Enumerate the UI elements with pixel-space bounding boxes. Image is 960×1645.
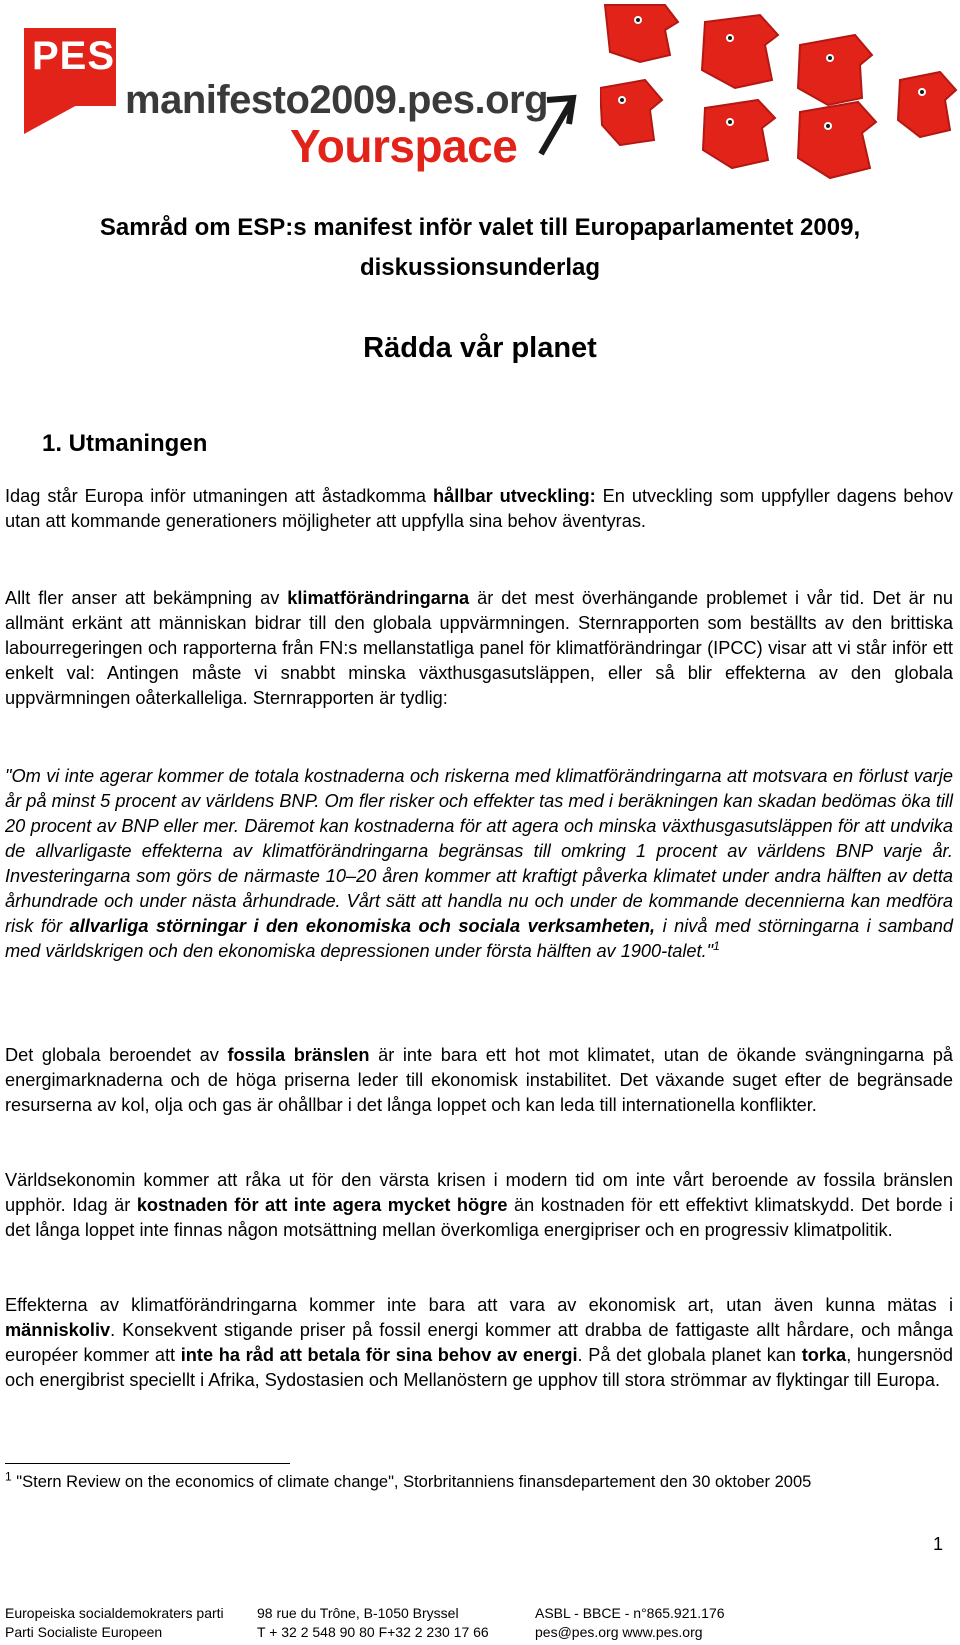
paragraph-4 [5,1043,953,1118]
document-title-line1: Samråd om ESP:s manifest inför valet till Europaparlamentet 2009, [99,214,861,241]
bold-run: hållbar utveckling: [433,486,596,506]
text-run: Idag står Europa inför utmaningen att åstadkomma [5,486,434,506]
bold-run: klimatförändringarna [287,588,470,608]
pes-logo-tail [24,104,79,134]
text-run: Effekterna av klimatförändringarna kommer inte bara att vara av ekonomisk art, utan även kunna mätas i [5,1295,953,1315]
text-run: . Konsekvent stigande priser på fossil energi kommer att drabba de fattigaste allt hårdare, och många européer kommer att [5,1320,953,1365]
footer-phone-line: T + 32 2 548 90 80 F+32 2 230 17 66 [257,1624,489,1640]
footnote [5,1469,812,1492]
text-run: "Om vi inte agerar kommer de totala kostnaderna och riskerna med klimatförändringarna att motsvara en förlust varje år på minst 5 procent av världens BNP. Om fler risker och effekter tas med i beräkningen kan skadan bedömas öka till 20 procent av BNP eller mer. Däremot kan kostnaderna för att agera och minska växthusgasutsläppen för att undvika de allvarligaste effekterna av klimatförändringarna begränsas till omkring 1 procent av världens BNP varje år. Investeringarna som görs de närmaste 10–20 åren kommer att kraftigt påverka klimatet under andra hälften av detta århundrade och under nästa århundrade. Vårt sätt att handla nu och under de kommande decennierna kan medföra risk för [5,766,953,936]
footer-party-line1: Europeiska socialdemokraters parti [5,1605,224,1621]
paragraph-5 [5,1168,953,1243]
bold-run: allvarliga störningar i den ekonomiska och sociala verksamheten, [69,916,656,936]
text-run: Det globala beroendet av [5,1045,228,1065]
pes-logo-text: PES [32,34,116,78]
bold-run: kostnaden för att inte agera mycket högre [136,1195,508,1215]
text-run: , hungersnöd och energibrist speciellt i Afrika, Sydostasien och Mellanöstern ge upphov till stora strömmar av flyktingar till Europa. [5,1345,953,1390]
footnote-text: "Stern Review on the economics of climate change", Storbritanniens finansdepartement den 30 oktober 2005 [11,1473,812,1491]
page-heading: Rädda vår planet [363,332,597,364]
footnote-divider [5,1463,290,1464]
paragraph-2 [5,586,953,711]
text-run: är det mest överhängande problemet i vår tid. Det är nu allmänt erkänt att människan bidrar till den globala uppvärmningen. Sternrapporten som beställts av den brittiska labourregeringen och rapporterna från FN:s mellanstatliga panel för klimatförändringar (IPCC) visar att vi står inför ett enkelt val: Antingen måste vi snabbt minska växthusgasutsläppen, eller så blir effekterna av den globala uppvärmningen oåterkalleliga. Sternrapporten är tydlig: [5,588,953,708]
bold-run: människoliv [5,1320,111,1340]
bold-run: fossila bränslen [227,1045,370,1065]
header-banner [0,0,960,185]
footer-address [257,1604,489,1642]
footer-contact-line[interactable]: pes@pes.org www.pes.org [535,1624,703,1640]
text-run: än kostnaden för ett effektivt klimatskydd. Det borde i det långa loppet inte finnas någon motsättning mellan överkomliga energipriser och en progressiv klimatpolitik. [5,1195,953,1240]
footnote-number: 1 [5,1469,12,1484]
quote-paragraph [5,764,953,964]
bold-run: torka [801,1345,847,1365]
bold-run: inte ha råd att betala för sina behov av energi [180,1345,578,1365]
text-run: Allt fler anser att bekämpning av [5,588,288,608]
text-run: i nivå med störningarna i samband med världskrigen och den ekonomiska depressionen under första hälften av 1900-talet." [5,916,953,961]
paragraph-6 [5,1293,953,1393]
footer-party [5,1604,224,1642]
section-heading: 1. Utmaningen [42,430,208,457]
yourspace-tagline: Yourspace [290,120,518,172]
arrow-up-right-icon [535,92,579,158]
footer-address-line1: 98 rue du Trône, B-1050 Bryssel [257,1605,459,1621]
document-title-line2: diskussionsunderlag [359,254,601,281]
footnote-reference[interactable]: 1 [713,938,720,953]
text-run: Världsekonomin kommer att råka ut för den värsta krisen i modern tid om inte vårt beroende av fossila bränslen upphör. Idag är [5,1170,953,1215]
site-url: manifesto2009.pes.org [125,78,548,122]
footer-registration-line1: ASBL - BBCE - n°865.921.176 [535,1605,725,1621]
paragraph-1 [5,484,953,534]
speech-faces-illustration [600,0,960,185]
footer-party-line2: Parti Socialiste Europeen [5,1624,163,1640]
text-run: är inte bara ett hot mot klimatet, utan de ökande svängningarna på energimarknaderna och de höga priserna leder till ekonomisk instabilitet. Det växande suget efter de begränsade resurserna av kol, olja och gas är ohållbar i det långa loppet och kan leda till internationella konflikter. [5,1045,953,1115]
footer-registration [535,1604,725,1642]
speech-face-icon [600,5,956,178]
text-run: . På det globala planet kan [577,1345,802,1365]
page-number: 1 [933,1534,944,1554]
text-run: En utveckling som uppfyller dagens behov utan att kommande generationers möjligheter att uppfylla sina behov äventyras. [5,486,953,531]
